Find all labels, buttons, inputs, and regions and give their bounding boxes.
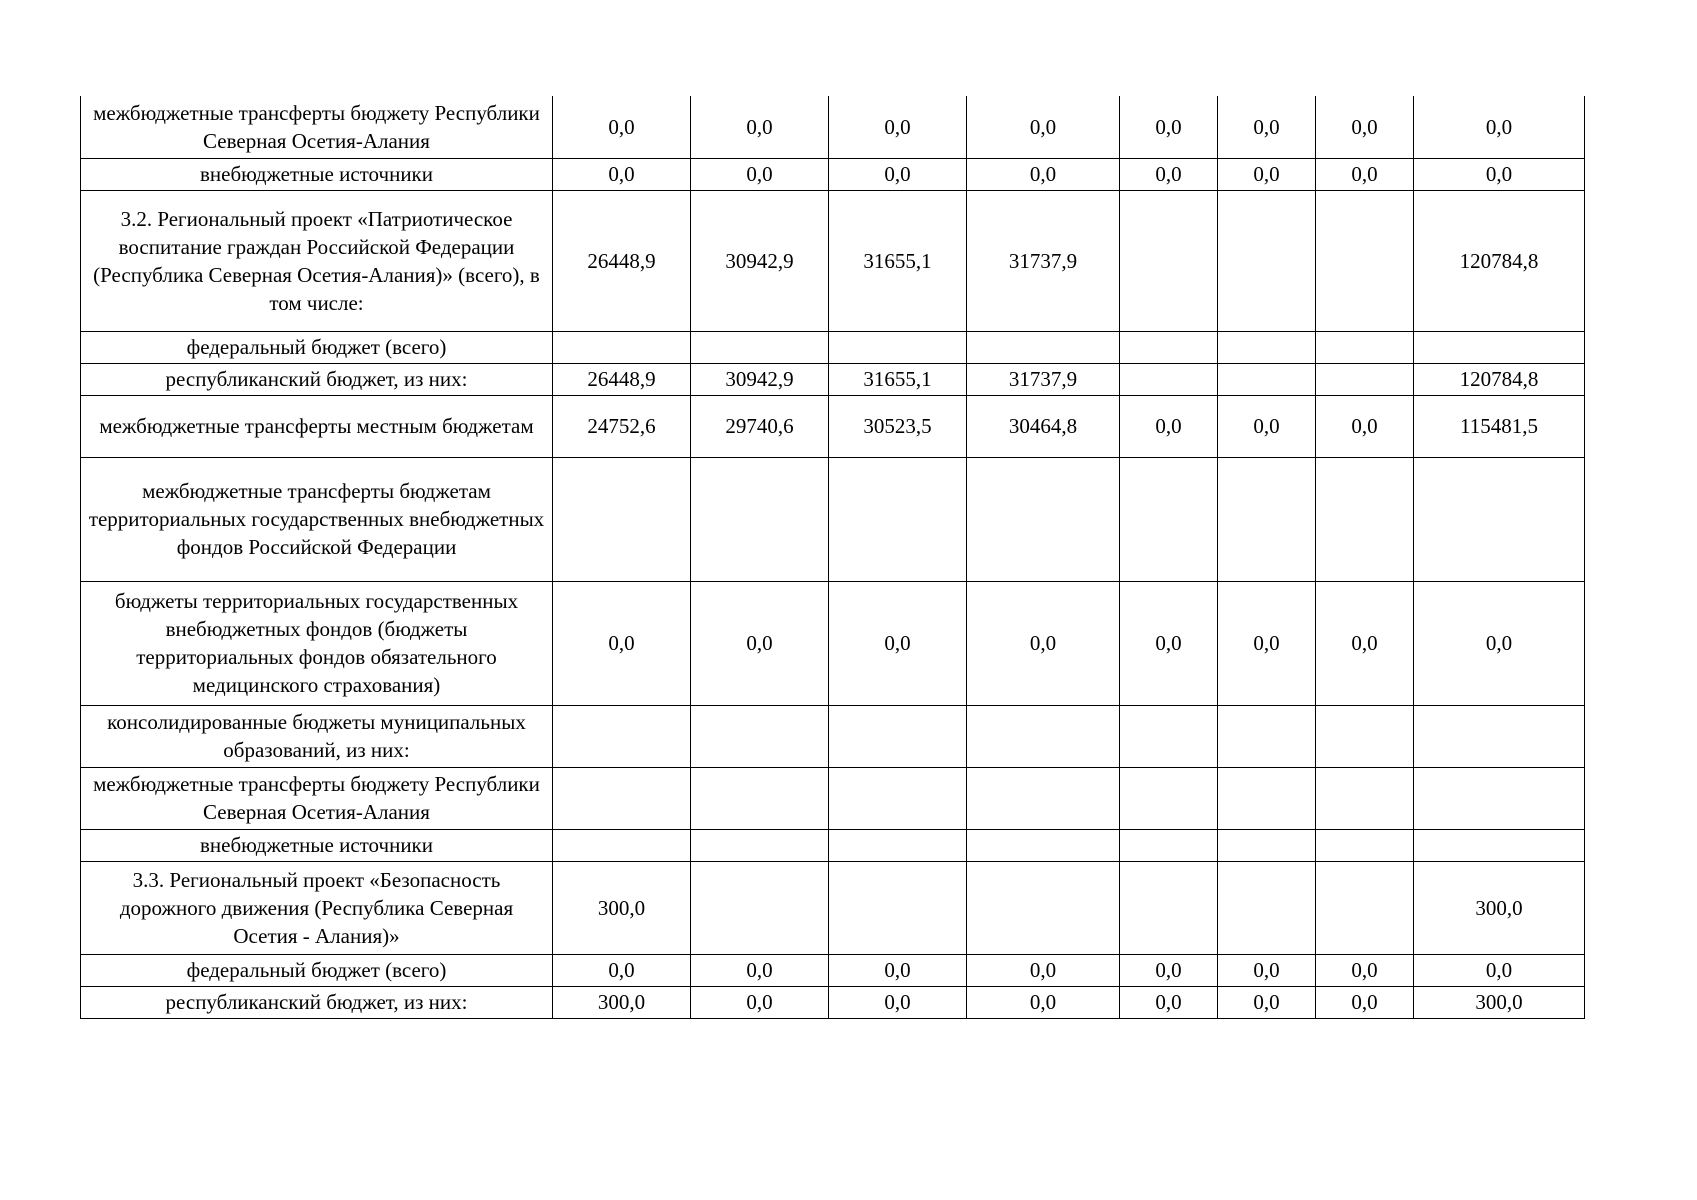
value-cell: 0,0 [1316, 954, 1414, 986]
value-cell [553, 829, 691, 861]
value-cell [691, 861, 829, 954]
value-cell: 0,0 [553, 96, 691, 158]
value-cell: 0,0 [829, 158, 967, 190]
table-row [81, 395, 1585, 457]
value-cell [967, 331, 1120, 363]
value-cell: 29740,6 [691, 395, 829, 457]
row-label: 3.3. Региональный проект «Безопасность дорожного движения (Республика Северная Осетия - Алания)» [81, 861, 553, 954]
table-row [81, 767, 1585, 829]
value-cell [967, 457, 1120, 581]
value-cell [1120, 363, 1218, 395]
value-cell: 0,0 [829, 986, 967, 1018]
value-cell: 0,0 [1218, 96, 1316, 158]
value-cell [829, 331, 967, 363]
value-cell [553, 767, 691, 829]
value-cell: 31737,9 [967, 190, 1120, 331]
value-cell [1218, 767, 1316, 829]
value-cell [691, 767, 829, 829]
total-cell: 300,0 [1414, 861, 1585, 954]
value-cell: 0,0 [967, 986, 1120, 1018]
table-row [81, 986, 1585, 1018]
table-row [81, 158, 1585, 190]
value-cell [1316, 861, 1414, 954]
value-cell [967, 705, 1120, 767]
row-label: внебюджетные источники [81, 158, 553, 190]
value-cell: 0,0 [1218, 158, 1316, 190]
value-cell [1120, 331, 1218, 363]
value-cell: 0,0 [691, 581, 829, 705]
value-cell [829, 457, 967, 581]
value-cell [553, 705, 691, 767]
value-cell: 0,0 [1316, 395, 1414, 457]
value-cell: 0,0 [1218, 954, 1316, 986]
table-row [81, 861, 1585, 954]
total-cell: 0,0 [1414, 158, 1585, 190]
budget-table [80, 96, 1585, 1019]
value-cell: 0,0 [1120, 986, 1218, 1018]
value-cell [691, 829, 829, 861]
value-cell [1218, 829, 1316, 861]
value-cell [553, 331, 691, 363]
value-cell [691, 331, 829, 363]
value-cell: 0,0 [967, 954, 1120, 986]
value-cell [1316, 767, 1414, 829]
total-cell: 0,0 [1414, 581, 1585, 705]
row-label: межбюджетные трансферты бюджетам территориальных государственных внебюджетных фондов Российской Федерации [81, 457, 553, 581]
value-cell: 30942,9 [691, 190, 829, 331]
value-cell: 0,0 [691, 986, 829, 1018]
row-label: республиканский бюджет, из них: [81, 363, 553, 395]
value-cell: 0,0 [967, 581, 1120, 705]
value-cell [553, 457, 691, 581]
value-cell: 26448,9 [553, 363, 691, 395]
value-cell: 0,0 [1120, 158, 1218, 190]
row-label: бюджеты территориальных государственных внебюджетных фондов (бюджеты территориальных фондов обязательного медицинского страхования) [81, 581, 553, 705]
value-cell: 0,0 [691, 158, 829, 190]
value-cell: 0,0 [1218, 395, 1316, 457]
table-row [81, 705, 1585, 767]
total-cell: 0,0 [1414, 96, 1585, 158]
value-cell [967, 861, 1120, 954]
value-cell [1120, 457, 1218, 581]
value-cell [1120, 829, 1218, 861]
value-cell: 0,0 [1316, 158, 1414, 190]
value-cell: 0,0 [1218, 581, 1316, 705]
total-cell [1414, 767, 1585, 829]
value-cell: 0,0 [967, 158, 1120, 190]
total-cell: 115481,5 [1414, 395, 1585, 457]
value-cell: 0,0 [553, 158, 691, 190]
table-row [81, 331, 1585, 363]
budget-table-body [81, 96, 1585, 1018]
value-cell [829, 767, 967, 829]
row-label: межбюджетные трансферты бюджету Республики Северная Осетия-Алания [81, 96, 553, 158]
value-cell: 31737,9 [967, 363, 1120, 395]
total-cell [1414, 829, 1585, 861]
value-cell [1120, 190, 1218, 331]
value-cell: 30464,8 [967, 395, 1120, 457]
row-label: республиканский бюджет, из них: [81, 986, 553, 1018]
total-cell [1414, 331, 1585, 363]
row-label: межбюджетные трансферты бюджету Республики Северная Осетия-Алания [81, 767, 553, 829]
value-cell: 0,0 [553, 581, 691, 705]
table-row [81, 457, 1585, 581]
table-row [81, 581, 1585, 705]
value-cell: 0,0 [1316, 986, 1414, 1018]
total-cell: 0,0 [1414, 954, 1585, 986]
total-cell: 120784,8 [1414, 363, 1585, 395]
value-cell: 0,0 [1120, 581, 1218, 705]
value-cell [967, 767, 1120, 829]
value-cell: 300,0 [553, 986, 691, 1018]
value-cell: 30523,5 [829, 395, 967, 457]
value-cell [691, 457, 829, 581]
row-label: 3.2. Региональный проект «Патриотическое воспитание граждан Российской Федерации (Республика Северная Осетия-Алания)» (всего), в том числе: [81, 190, 553, 331]
value-cell: 0,0 [691, 96, 829, 158]
row-label: федеральный бюджет (всего) [81, 331, 553, 363]
value-cell [1218, 190, 1316, 331]
value-cell [829, 705, 967, 767]
total-cell [1414, 457, 1585, 581]
value-cell [1316, 331, 1414, 363]
value-cell [967, 829, 1120, 861]
value-cell: 0,0 [1120, 96, 1218, 158]
value-cell [1120, 767, 1218, 829]
value-cell: 0,0 [829, 581, 967, 705]
table-row [81, 96, 1585, 158]
table-row [81, 363, 1585, 395]
value-cell: 26448,9 [553, 190, 691, 331]
value-cell: 300,0 [553, 861, 691, 954]
value-cell: 0,0 [553, 954, 691, 986]
row-label: федеральный бюджет (всего) [81, 954, 553, 986]
value-cell [1316, 457, 1414, 581]
value-cell: 0,0 [1316, 581, 1414, 705]
table-row [81, 829, 1585, 861]
value-cell [1120, 861, 1218, 954]
value-cell: 0,0 [1218, 986, 1316, 1018]
value-cell [1218, 861, 1316, 954]
value-cell [1120, 705, 1218, 767]
total-cell: 300,0 [1414, 986, 1585, 1018]
value-cell [829, 861, 967, 954]
value-cell: 0,0 [967, 96, 1120, 158]
row-label: внебюджетные источники [81, 829, 553, 861]
value-cell: 0,0 [829, 954, 967, 986]
table-row [81, 190, 1585, 331]
value-cell [691, 705, 829, 767]
value-cell: 24752,6 [553, 395, 691, 457]
value-cell: 31655,1 [829, 190, 967, 331]
value-cell [1316, 190, 1414, 331]
value-cell: 31655,1 [829, 363, 967, 395]
row-label: межбюджетные трансферты местным бюджетам [81, 395, 553, 457]
value-cell: 0,0 [829, 96, 967, 158]
value-cell: 0,0 [691, 954, 829, 986]
value-cell [1316, 363, 1414, 395]
total-cell: 120784,8 [1414, 190, 1585, 331]
value-cell [1316, 705, 1414, 767]
value-cell [1218, 457, 1316, 581]
value-cell: 30942,9 [691, 363, 829, 395]
value-cell [1316, 829, 1414, 861]
total-cell [1414, 705, 1585, 767]
value-cell [1218, 705, 1316, 767]
value-cell [829, 829, 967, 861]
value-cell: 0,0 [1120, 395, 1218, 457]
value-cell: 0,0 [1120, 954, 1218, 986]
table-row [81, 954, 1585, 986]
value-cell [1218, 363, 1316, 395]
value-cell [1218, 331, 1316, 363]
row-label: консолидированные бюджеты муниципальных образований, из них: [81, 705, 553, 767]
value-cell: 0,0 [1316, 96, 1414, 158]
